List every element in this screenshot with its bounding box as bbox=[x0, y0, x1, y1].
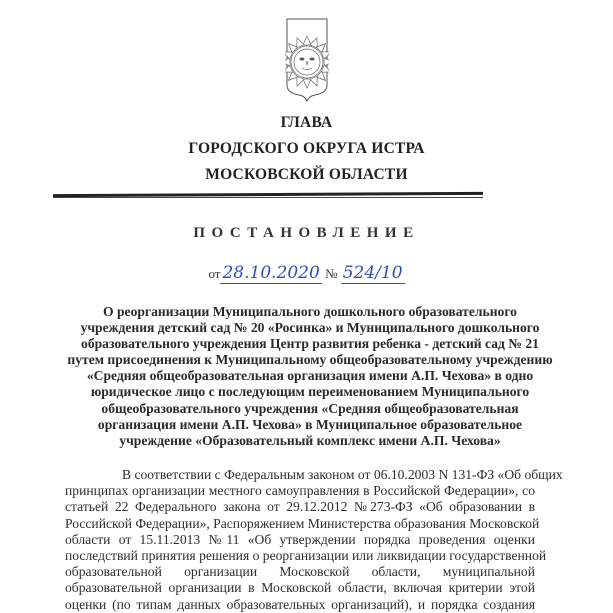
title-line: организация имени А.П. Чехова» в Муниципальное образовательное bbox=[97, 416, 523, 432]
body-line: образовательной организации Московской области, муниципальной bbox=[65, 564, 535, 580]
header-district: ГОРОДСКОГО ОКРУГА ИСТРА bbox=[188, 140, 425, 157]
header-divider-thin bbox=[53, 197, 483, 198]
body-line: последствий принятия решения о реорганизации или ликвидации государственной bbox=[65, 548, 547, 564]
document-number: 524/10 bbox=[342, 263, 403, 283]
body-line: области от 15.11.2013 №11 «Об утверждении порядка проведения оценки bbox=[65, 531, 535, 547]
body-line: Российской Федерации», Распоряжением Министерства образования Московской bbox=[65, 515, 540, 531]
title-line: юридическое лицо с последующим переименованием Муниципального bbox=[90, 384, 530, 400]
title-line: О реорганизации Муниципального дошкольного образовательного bbox=[103, 304, 517, 319]
title-line: путем присоединения к Муниципальному общеобразовательному учреждению bbox=[67, 352, 553, 368]
number-sign: № bbox=[325, 266, 338, 281]
document-type: ПОСТАНОВЛЕНИЕ bbox=[193, 225, 420, 241]
title-line: «Средняя общеобразовательная организация имени А.П. Чехова» в одно bbox=[86, 368, 534, 384]
title-line: образовательного учреждения Центр развития ребенка - детский сад № 21 bbox=[81, 336, 539, 352]
title-line: учреждение «Образовательный комплекс имени А.П. Чехова» bbox=[119, 432, 501, 448]
resolution-title bbox=[60, 304, 560, 449]
body-line: образовательной организации в Московской области, включая критерии этой bbox=[65, 580, 535, 596]
body-line: оценки (по типам данных образовательных организаций), и порядка создания bbox=[65, 596, 535, 612]
header-title: ГЛАВА bbox=[280, 114, 333, 131]
date-number-line bbox=[0, 263, 613, 283]
body-paragraph bbox=[65, 467, 563, 613]
document-date: 28.10.2020 bbox=[222, 263, 320, 283]
header-region: МОСКОВСКОЙ ОБЛАСТИ bbox=[205, 166, 408, 183]
date-prefix: от bbox=[208, 266, 221, 281]
body-line: статьей 22 Федерального закона от 29.12.2012 №273-ФЗ «Об образовании в bbox=[65, 499, 535, 515]
coat-of-arms-emblem bbox=[285, 15, 329, 103]
body-line: принципах организации местного самоуправления в Российской Федерации», со bbox=[65, 483, 535, 499]
body-line: В соответствии с Федеральным законом от 06.10.2003 N 131-ФЗ «Об общих bbox=[122, 467, 563, 482]
title-line: учреждения детский сад № 20 «Росинка» и Муниципального дошкольного bbox=[80, 320, 540, 336]
title-line: общеобразовательного учреждения «Средняя общеобразовательная bbox=[101, 400, 519, 416]
